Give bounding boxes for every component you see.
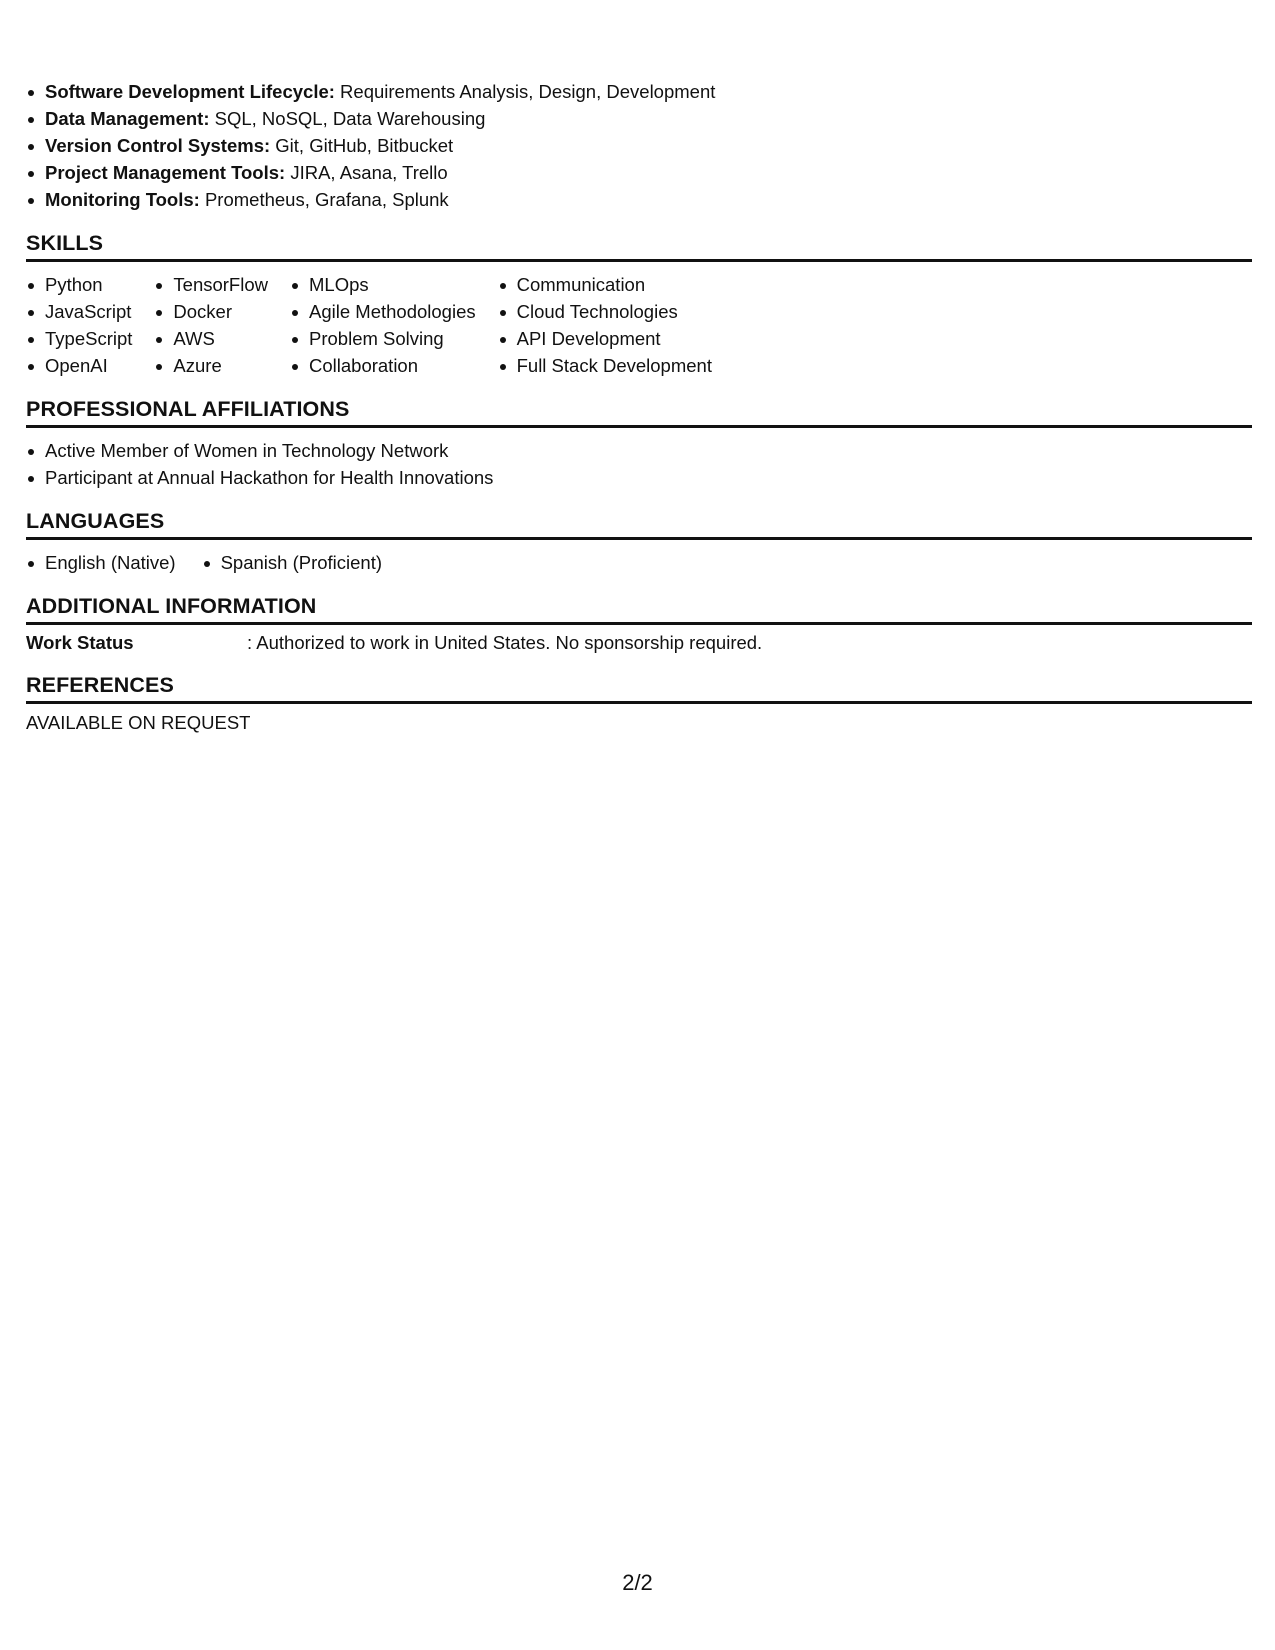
section-divider [26, 701, 1252, 704]
skill-item: Azure [154, 352, 268, 379]
section-title: LANGUAGES [26, 509, 165, 533]
affiliation-item: Active Member of Women in Technology Network [26, 437, 1252, 464]
section-divider [26, 259, 1252, 262]
skill-item: Agile Methodologies [290, 298, 476, 325]
list-item [26, 186, 1252, 213]
page-number: 2/2 [622, 1570, 653, 1595]
section-title: REFERENCES [26, 673, 174, 697]
work-status-label: Work Status [26, 632, 134, 653]
item-value: Requirements Analysis, Design, Development [334, 81, 716, 102]
skills-column [498, 271, 712, 379]
technical-skills-list [26, 78, 1252, 213]
section-title: ADDITIONAL INFORMATION [26, 594, 317, 618]
resume-page [26, 78, 1252, 735]
references-text: AVAILABLE ON REQUEST [26, 712, 251, 733]
skill-item: Problem Solving [290, 325, 476, 352]
languages-section [26, 507, 1252, 576]
item-label: Version Control Systems: [45, 135, 271, 156]
section-divider [26, 622, 1252, 625]
skills-column [290, 271, 476, 379]
item-value: Prometheus, Grafana, Splunk [199, 189, 449, 210]
item-label: Project Management Tools: [45, 162, 286, 183]
list-item [26, 132, 1252, 159]
skill-item: OpenAI [26, 352, 132, 379]
skill-item: JavaScript [26, 298, 132, 325]
section-divider [26, 537, 1252, 540]
skill-item: Communication [498, 271, 712, 298]
item-label: Data Management: [45, 108, 210, 129]
item-label: Software Development Lifecycle: [45, 81, 335, 102]
skill-item: Collaboration [290, 352, 476, 379]
work-status-row [26, 631, 1252, 655]
skills-column [154, 271, 268, 379]
section-divider [26, 425, 1252, 428]
item-value: Git, GitHub, Bitbucket [270, 135, 454, 156]
affiliation-item: Participant at Annual Hackathon for Health Innovations [26, 464, 1252, 491]
skill-item: Cloud Technologies [498, 298, 712, 325]
skill-item: Full Stack Development [498, 352, 712, 379]
item-label: Monitoring Tools: [45, 189, 200, 210]
list-item [26, 159, 1252, 186]
skill-item: AWS [154, 325, 268, 352]
skill-item: Docker [154, 298, 268, 325]
affiliations-section [26, 395, 1252, 491]
references-section [26, 671, 1252, 735]
item-value: SQL, NoSQL, Data Warehousing [209, 108, 486, 129]
section-title: PROFESSIONAL AFFILIATIONS [26, 397, 350, 421]
languages-list [26, 549, 1252, 576]
list-item [26, 105, 1252, 132]
language-item: Spanish (Proficient) [202, 549, 382, 576]
list-item [26, 78, 1252, 105]
item-value: JIRA, Asana, Trello [285, 162, 448, 183]
skill-item: TensorFlow [154, 271, 268, 298]
skills-column [26, 271, 132, 379]
additional-information-section [26, 592, 1252, 655]
work-status-value: : Authorized to work in United States. No sponsorship required. [247, 632, 763, 653]
section-title: SKILLS [26, 231, 104, 255]
skill-item: TypeScript [26, 325, 132, 352]
skill-item: Python [26, 271, 132, 298]
skills-section [26, 229, 1252, 379]
skill-item: API Development [498, 325, 712, 352]
language-item: English (Native) [26, 549, 176, 576]
skills-grid [26, 271, 1252, 379]
affiliations-list [26, 437, 1252, 491]
skill-item: MLOps [290, 271, 476, 298]
